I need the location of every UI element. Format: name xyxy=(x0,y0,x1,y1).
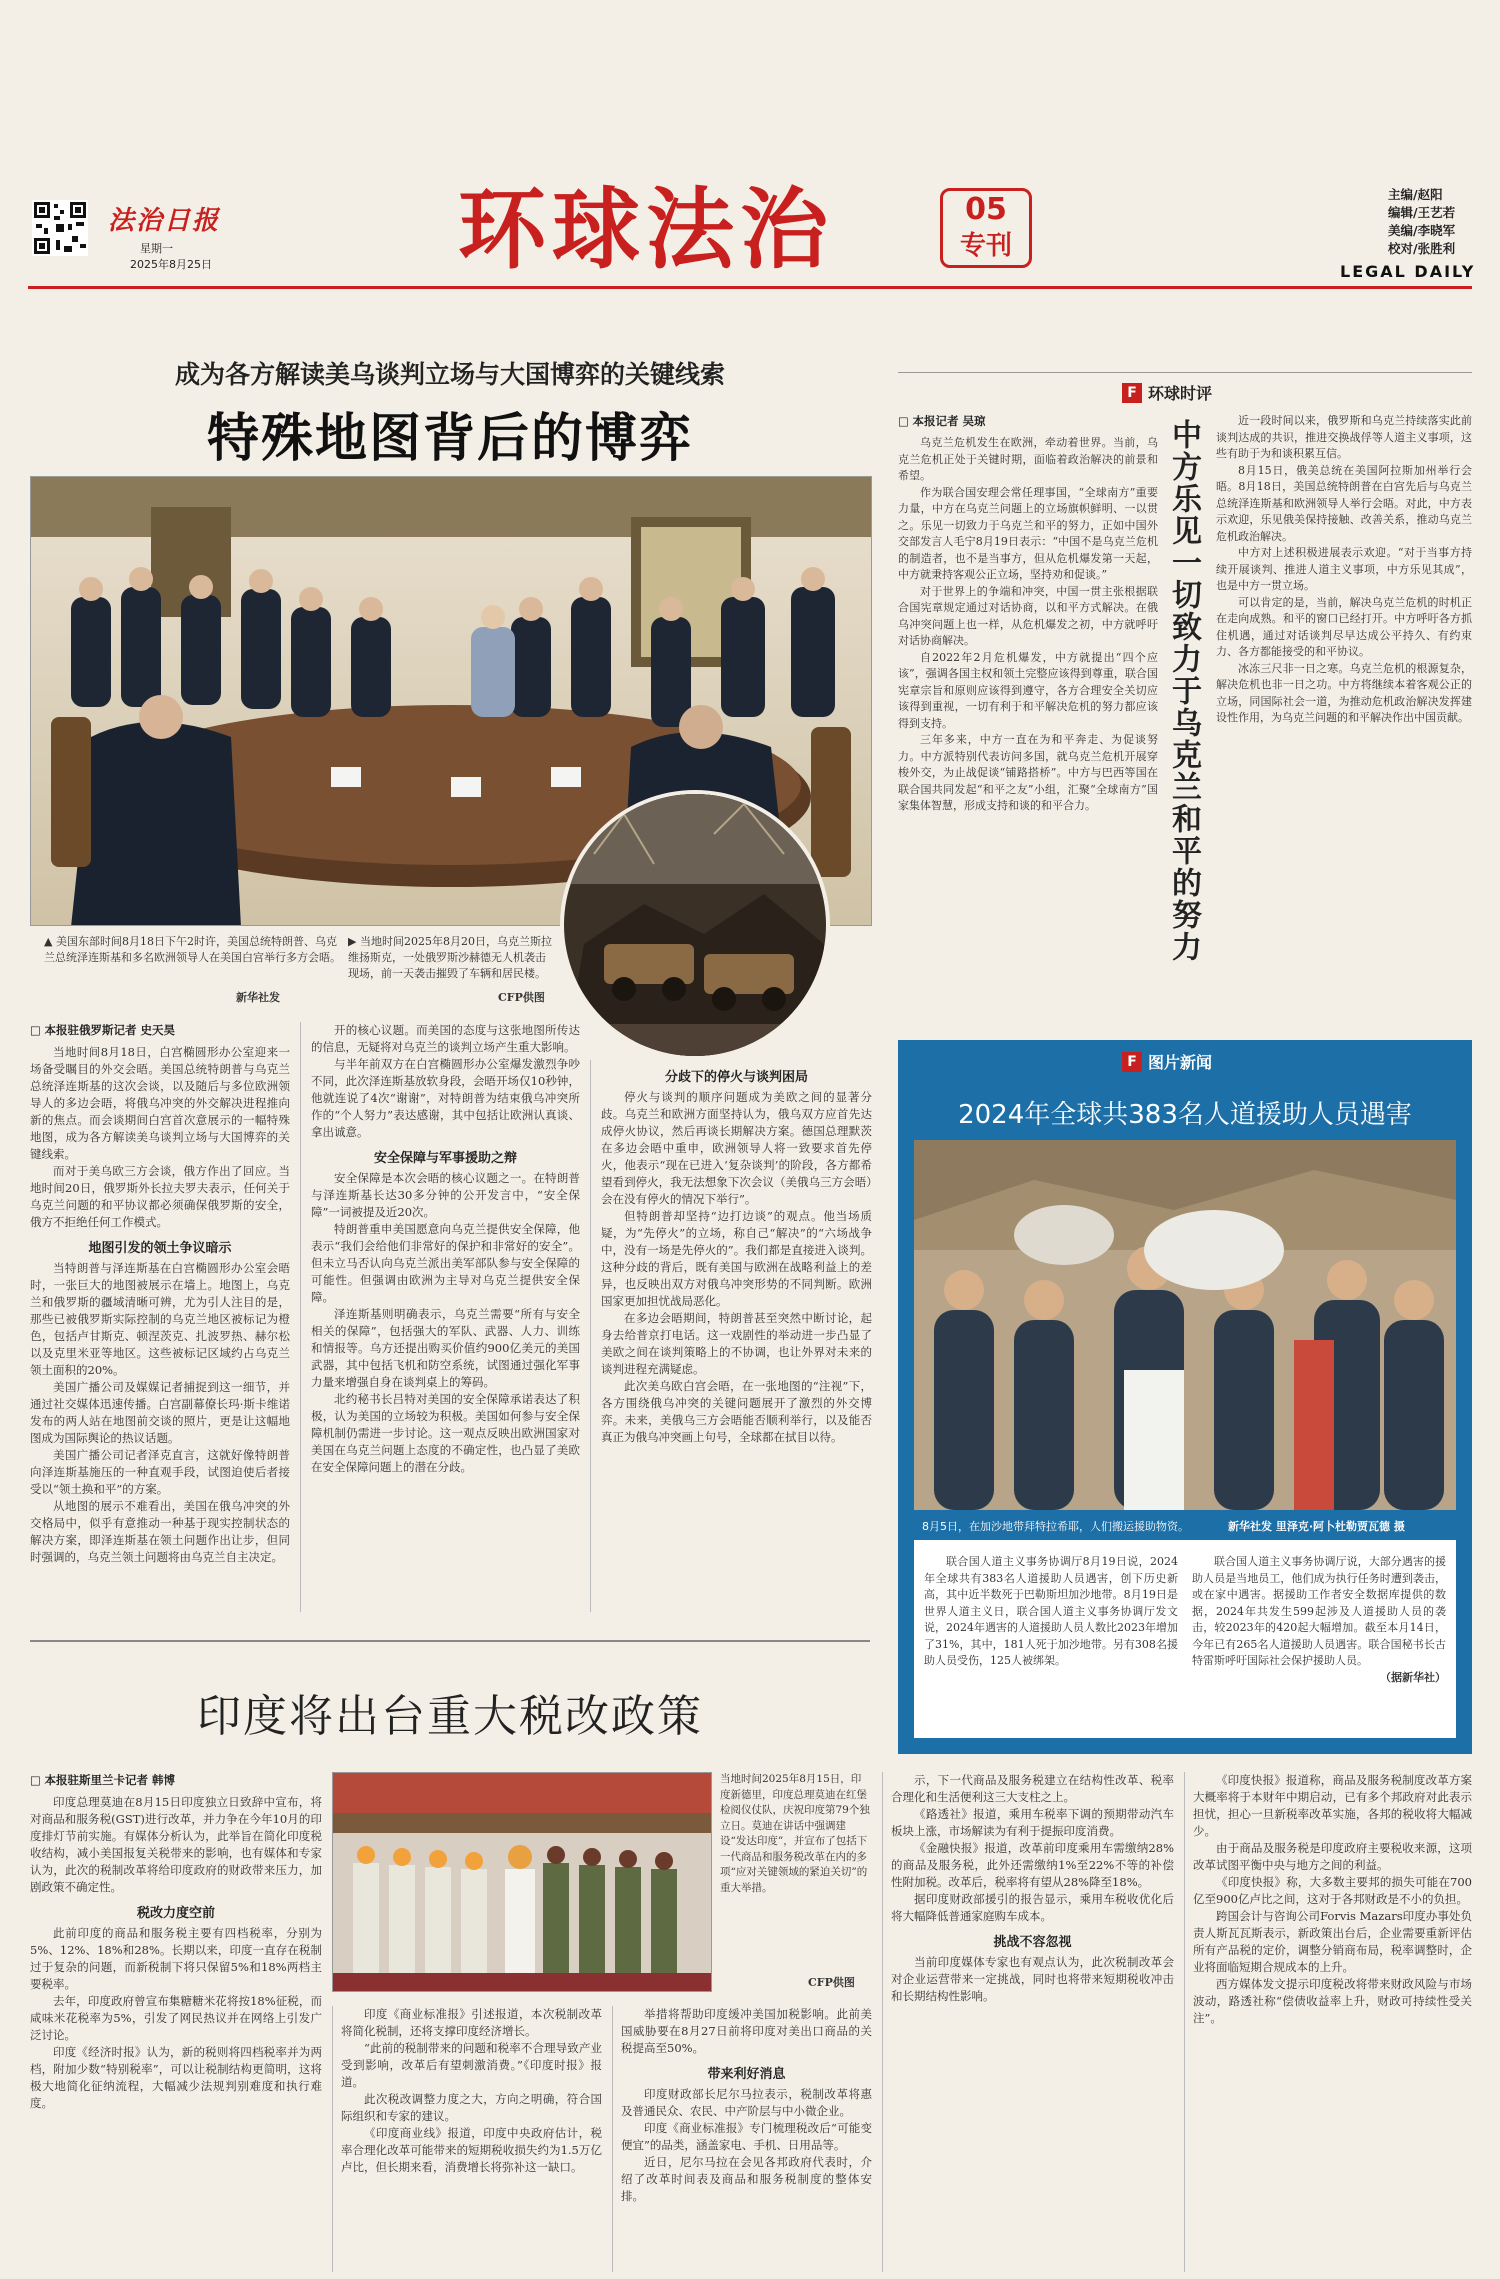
lead-col-1 xyxy=(30,1022,290,1566)
lead-subhead-1: 地图引发的领土争议暗示 xyxy=(88,1241,232,1256)
paragraph: 美国广播公司记者泽克直言，这就好像特朗普向泽连斯基施压的一种直观手段，试图迫使后者接受以“领土换和平”的方案。 xyxy=(30,1448,290,1496)
parade-photo-credit: CFP供图 xyxy=(808,1976,855,1989)
lead-subhead-2: 安全保障与军事援助之辩 xyxy=(373,1151,517,1166)
india-subhead-3: 挑战不容忽视 xyxy=(993,1935,1072,1950)
masthead-rule xyxy=(28,286,1472,289)
india-col-2 xyxy=(332,2006,602,2272)
paragraph: 但特朗普却坚持“边打边谈”的观点。他当场质疑，为“先停火”的立场，称自己“解决”的“六场战争中，没有一场是先停火的”。我们都是直接进入谈判。这种分歧的背后，既有美国与欧洲在战略利益上的差异，也反映出双方对俄乌冲突形势的不同判断。欧洲国家更加担忧战局恶化。 xyxy=(601,1209,872,1308)
paragraph: 印度财政部长尼尔马拉表示，税制改革将惠及普通民众、农民、中产阶层与中小微企业。 xyxy=(621,2087,872,2118)
photo-news-credit: 新华社发 里泽克·阿卜杜勒贾瓦德 摄 xyxy=(1228,1520,1405,1533)
paragraph: 联合国人道主义事务协调厅8月19日说，2024年全球共有383名人道援助人员遇害，创下历史新高，其中近半数死于巴勒斯坦加沙地带。8月19日是世界人道主义日，联合国人道主义事务协调厅发文说，2024年遇害的人道援助人员人数比2023年增加了31%，其中，181人死于加沙地带。另有308名援助人员受伤，125人被绑架。 xyxy=(924,1555,1178,1667)
paragraph: 8月15日，俄美总统在美国阿拉斯加州举行会晤。8月18日，美国总统特朗普在白宫先后与乌克兰总统泽连斯基和欧洲领导人举行会晤。对此，中方表示欢迎，乐见俄美保持接触、改善关系，推动乌克兰危机政治解决。 xyxy=(1216,463,1472,543)
paragraph: 此次美乌欧白宫会晤，在一张地图的“注视”下，各方围绕俄乌冲突的关键问题展开了激烈的外交博弈。未来，美俄乌三方会晤能否顺利举行，以及能否真正为俄乌冲突画上句号，全球都在拭目以待。 xyxy=(601,1379,872,1444)
india-title: 印度将出台重大税改政策 xyxy=(197,1691,703,1742)
india-rule-left xyxy=(30,1640,870,1642)
paragraph: 由于商品及服务税是印度政府主要税收来源，这项改革试图平衡中央与地方之间的利益。 xyxy=(1193,1841,1472,1872)
drone-photo-caption: ▶ 当地时间2025年8月20日，乌克兰斯拉维扬斯克，一处俄罗斯沙赫德无人机袭击现场，前一天袭击摧毁了车辆和居民楼。 xyxy=(348,935,552,980)
paragraph: 与半年前双方在白宫椭圆形办公室爆发激烈争吵不同，此次泽连斯基放软身段，会晤开场仅10秒钟，他就连说了4次“谢谢”，对特朗普为结束俄乌冲突所作的“个人努力”表达感谢，其中包括让欧洲认真谈、拿出诚意。 xyxy=(311,1057,580,1139)
lead-col-2 xyxy=(300,1022,580,1612)
commentary-col-2 xyxy=(1216,413,1472,727)
paragraph: 近一段时间以来，俄罗斯和乌克兰持续落实此前谈判达成的共识，推进交换战俘等人道主义事项，这些有助于为和谈积累互信。 xyxy=(1216,414,1472,460)
paragraph: 冰冻三尺非一日之寒。乌克兰危机的根源复杂，解决危机也非一日之功。中方将继续本着客观公正的立场，同国际社会一道，为推动危机政治解决发挥建设性作用，为乌克兰问题的和平解决作出中国贡献。 xyxy=(1216,661,1472,724)
paragraph: 示，下一代商品及服务税建立在结构性改革、税率合理化和生活便利这三大支柱之上。 xyxy=(891,1773,1174,1804)
paragraph: 当前印度媒体专家也有观点认为，此次税制改革会对企业运营带来一定挑战，同时也将带来短期税收冲击和长期结构性影响。 xyxy=(891,1955,1174,2003)
paragraph: 跨国会计与咨询公司Forvis Mazars印度办事处负责人斯瓦瓦斯表示，新政策出台后，企业需要重新评估所有产品税的定价，调整分销商布局，税率调整时，企业将面临短期合规成本的上升。 xyxy=(1193,1909,1472,1974)
paragraph: 作为联合国安理会常任理事国，“全球南方”重要力量，中方在乌克兰问题上的立场旗帜鲜明、一以贯之。乐见一切致力于乌克兰和平的努力，正如中国外交部发言人毛宁8月19日表示：“中国不是乌克兰危机的制造者，也不是当事方，但从危机爆发第一天起，中方就秉持客观公正立场，坚持劝和促谈。” xyxy=(898,485,1158,581)
section-title: 环球法治 xyxy=(458,178,835,281)
commentary-byline: □ 本报记者 吴琼 xyxy=(898,413,1158,429)
paragraph: 而对于美乌欧三方会谈，俄方作出了回应。当地时间20日，俄罗斯外长拉夫罗夫表示，任何关于乌克兰问题的和平协议都必须确保俄罗斯的安全，俄方不拒绝任何工作模式。 xyxy=(30,1164,290,1229)
paragraph: 对于世界上的争端和冲突，中国一贯主张根据联合国宪章规定通过对话协商，以和平方式解决。在俄乌冲突问题上也一样，从危机爆发之初，中方就呼吁对话协商解决。 xyxy=(898,584,1158,647)
paper-logo: 法治日报 xyxy=(108,206,221,236)
lead-subhead-3: 分歧下的停火与谈判困局 xyxy=(664,1070,808,1085)
logo-f-icon: F xyxy=(1122,1052,1142,1072)
paragraph: 可以肯定的是，当前，解决乌克兰危机的时机正在走向成熟。和平的窗口已经打开。中方呼吁各方抓住机遇，通过对话谈判尽早达成公平持久、有约束力、各方都能接受的和平协议。 xyxy=(1216,595,1472,658)
credit-editor: 编辑/王艺若 xyxy=(1388,205,1456,220)
parade-photo xyxy=(332,1772,712,1992)
photo-news-border xyxy=(898,1548,1472,1754)
photo-news-sign: （据新华社） xyxy=(1380,1670,1446,1684)
india-col-3 xyxy=(612,2006,872,2272)
lead-byline: □ 本报驻俄罗斯记者 史天昊 xyxy=(30,1022,290,1038)
paragraph: 印度《商业标准报》引述报道，本次税制改革将简化税制，还将支撑印度经济增长。 xyxy=(341,2007,602,2038)
paragraph: 乌克兰危机发生在欧洲，牵动着世界。当前，乌克兰危机正处于关键时期，面临着政治解决的前景和希望。 xyxy=(898,436,1158,482)
page-number: 05 xyxy=(965,192,1007,227)
lead-col-3 xyxy=(590,1060,872,1612)
paragraph: 此前印度的商品和服务税主要有四档税率，分别为5%、12%、18%和28%。长期以来，印度一直存在税制过于复杂的问题，而新税制下将只保留5%和18%两档主要税率。 xyxy=(30,1926,322,1991)
paragraph: 《印度商业线》报道，印度中央政府估计，税率合理化改革可能带来的短期税收损失约为1.5万亿卢比，但长期来看，消费增长将弥补这一缺口。 xyxy=(341,2126,602,2174)
photo-news-title: 2024年全球共383名人道援助人员遇害 xyxy=(958,1100,1412,1130)
paragraph: 当特朗普与泽连斯基在白宫椭圆形办公室会晤时，一张巨大的地图被展示在墙上。地图上，乌克兰和俄罗斯的疆域清晰可辨，尤为引人注目的是，那些已被俄罗斯实际控制的乌克兰地区被标记为橙色，包括卢甘斯克、顿涅茨克、扎波罗热、赫尔松以及克里米亚等地区。这些被标记区域约占乌克兰领土面积的20%。 xyxy=(30,1261,290,1377)
commentary-section-name: 环球时评 xyxy=(1148,384,1213,403)
paragraph: 当地时间8月18日，白宫椭圆形办公室迎来一场备受瞩目的外交会晤。美国总统特朗普与乌克兰总统泽连斯基的这次会谈，以及随后与多位欧洲领导人的多边会晤，将俄乌冲突的外交解决进程推向新的焦点。而会谈期间白宫首次意展示的一幅特殊地图，成为各方解读美乌谈判立场与大国博弈的关键线索。 xyxy=(30,1045,290,1161)
weekday: 星期一 xyxy=(140,242,173,255)
paragraph: 《印度快报》报道称，商品及服务税制度改革方案大概率将于本财年中期启动，已有多个邦政府对此表示担忧，担心一旦新税率改革实施，各邦的税收将大幅减少。 xyxy=(1193,1773,1472,1838)
paragraph: 三年多来，中方一直在为和平奔走、为促谈努力。中方派特别代表访问多国，就乌克兰危机开展穿梭外交，为止战促谈“铺路搭桥”。中方与巴西等国在联合国共同发起“和平之友”小组，汇聚“全球南方”国家集体智慧，形成支持和谈的和平合力。 xyxy=(898,733,1158,812)
logo-f-icon: F xyxy=(1122,383,1142,403)
photo-news-section-label xyxy=(1122,1050,1212,1073)
gaza-aid-photo xyxy=(914,1140,1456,1510)
paragraph: 《金融快报》报道，改革前印度乘用车需缴纳28%的商品及服务税，此外还需缴纳1%至22%不等的补偿性附加税。改革后，税率将有望从28%降至18%。 xyxy=(891,1841,1174,1889)
commentary-col-1 xyxy=(898,413,1158,815)
india-col-1 xyxy=(30,1772,322,2112)
paragraph: “此前的税制带来的问题和税率不合理导致产业受到影响，改革后有望刺激消费。”《印度时报》报道。 xyxy=(341,2041,602,2089)
lead-kicker: 成为各方解读美乌谈判立场与大国博弈的关键线索 xyxy=(174,360,725,389)
paragraph: 据印度财政部援引的报告显示，乘用车税收优化后将大幅降低普通家庭购车成本。 xyxy=(891,1892,1174,1923)
india-col-4 xyxy=(882,1772,1174,2272)
paragraph: 美国广播公司及媒媒记者捕捉到这一细节，并通过社交媒体迅速传播。白宫副幕僚长玛·斯卡维诺发布的两人站在地图前交谈的照片，更是让这幅地图成为国际舆论的热议话题。 xyxy=(30,1380,290,1445)
photo-news-caption: 8月5日，在加沙地带拜特拉希耶，人们搬运援助物资。 xyxy=(922,1520,1189,1533)
page-number-box xyxy=(940,188,1032,268)
paragraph: 《路透社》报道，乘用车税率下调的预期带动汽车板块上涨，市场解读为有利于提振印度消费。 xyxy=(891,1807,1174,1838)
parade-photo-caption: 当地时间2025年8月15日，印度新德里，印度总理莫迪在红堡检阅仪仗队，庆祝印度第79个独立日。莫迪在讲话中强调建设“发达印度”，并宣布了包括下一代商品和服务税改革在内的多项“应对关键领域的紧迫关切”的重大举措。 xyxy=(720,1773,870,1894)
paragraph: 西方媒体发文提示印度税改将带来财政风险与市场波动，路透社称“偿债收益率上升，财政可持续性受关注”。 xyxy=(1193,1977,1472,2025)
drone-photo-credit: CFP供图 xyxy=(498,991,545,1004)
issue-date: 2025年8月25日 xyxy=(130,258,212,271)
credit-art: 美编/李晓军 xyxy=(1388,223,1456,238)
paragraph: 北约秘书长吕特对美国的安全保障承诺表达了积极，认为美国的立场较为积极。美国如何参与安全保障机制仍需进一步讨论。这一观点反映出欧洲国家对美国在乌克兰问题上态度的不确定性，也凸显了美欧在安全保障问题上的潜在分歧。 xyxy=(311,1392,580,1474)
paragraph: 印度《商业标准报》专门梳理税改后“可能变便宜”的品类，涵盖家电、手机、日用品等。 xyxy=(621,2121,872,2152)
paragraph: 近日，尼尔马拉在会见各邦政府代表时，介绍了改革时间表及商品和服务税制度的整体安排。 xyxy=(621,2155,872,2203)
summit-photo-caption: ▲ 美国东部时间8月18日下午2时许，美国总统特朗普、乌克兰总统泽连斯基和多名欧洲领导人在美国白宫举行多方会晤。 xyxy=(44,935,341,964)
paragraph: 从地图的展示不难看出，美国在俄乌冲突的外交格局中，似乎有意推动一种基于现实控制状态的解决方案，即泽连斯基在领土问题作出让步，但同时强调的，乌克兰领土问题将由乌克兰自主决定。 xyxy=(30,1499,290,1564)
paragraph: 印度总理莫迪在8月15日印度独立日致辞中宣布，将对商品和服务税(GST)进行改革，并力争在今年10月的印度排灯节前实施。有媒体分析认为，此举旨在简化印度税收结构，减小美国报复关税带来的影响，也有媒体和专家认为，此次的税制改革将给印度政府的财政带来压力，加剧政策不确定性。 xyxy=(30,1795,322,1894)
masthead xyxy=(0,0,1500,290)
india-byline: □ 本报驻斯里兰卡记者 韩博 xyxy=(30,1772,322,1788)
credit-editor-in-chief: 主编/赵阳 xyxy=(1388,187,1443,202)
paragraph: 泽连斯基则明确表示，乌克兰需要“所有与安全相关的保障”，包括强大的军队、武器、人力、训练和情报等。乌方还提出购买价值约900亿美元的美国武器，其中包括飞机和防空系统，试图通过强化军事力量来增强自身在谈判桌上的筹码。 xyxy=(311,1307,580,1389)
paragraph: 自2022年2月危机爆发，中方就提出“四个应该”，强调各国主权和领土完整应该得到尊重，联合国宪章宗旨和原则应该得到遵守，各方合理安全关切应该得到重视，一切有利于和平解决危机的努力都应该得到支持。 xyxy=(898,650,1158,730)
paragraph: 《印度快报》称，大多数主要邦的损失可能在700亿至900亿卢比之间，这对于各邦财政是不小的负担。 xyxy=(1193,1875,1472,1906)
commentary-box xyxy=(898,372,1472,1030)
paragraph: 在多边会晤期间，特朗普甚至突然中断讨论，起身去给普京打电话。这一戏剧性的举动进一步凸显了美欧之间在谈判策略上的不协调，也让外界对未来的谈判进程充满疑虑。 xyxy=(601,1311,872,1376)
qr-code-icon xyxy=(32,200,88,256)
photo-news-section-name: 图片新闻 xyxy=(1148,1053,1213,1072)
india-subhead-1: 税改力度空前 xyxy=(136,1906,215,1921)
commentary-section-label xyxy=(1122,381,1212,404)
paragraph: 印度《经济时报》认为，新的税则将四档税率并为两档，附加少数“特别税率”，可以让税制结构更简明，这将极大地简化征纳流程，大幅减少法规判别难度和执行难度。 xyxy=(30,2045,322,2110)
paragraph: 特朗普重申美国愿意向乌克兰提供安全保障，他表示“我们会给他们非常好的保护和非常好的安全”。但未立马否认向乌克兰派出美军部队参与安全保障的可能性。但强调由欧洲为主导对乌克兰提供安全保障。 xyxy=(311,1222,580,1304)
paragraph: 此次税改调整力度之大，方向之明确，符合国际组织和专家的建议。 xyxy=(341,2092,602,2123)
photo-news-box xyxy=(898,1040,1472,1600)
paragraph: 中方对上述积极进展表示欢迎。“对于当事方持续开展谈判、推进人道主义事项，中方乐见其成”，也是中方一贯立场。 xyxy=(1216,546,1472,592)
commentary-title: 中方乐见一切致力于乌克兰和平的努力 xyxy=(1166,419,1201,963)
lead-title: 特殊地图背后的博弈 xyxy=(206,409,693,469)
paragraph: 举措将帮助印度缓冲美国加税影响。此前美国威胁要在8月27日前将印度对美出口商品的关税提高至50%。 xyxy=(621,2007,872,2055)
drone-strike-photo xyxy=(560,790,830,1060)
paragraph: 停火与谈判的顺序问题成为美欧之间的显著分歧。乌克兰和欧洲方面坚持认为，俄乌双方应首先达成停火协议，然后再谈长期解决方案。德国总理默茨在多边会晤中重申，欧洲领导人将一致要求首先停火，他表示“现在已进入‘复杂谈判’的阶段，各方都希望看到停火，我无法想象下次会议（美俄乌三方会晤）会在没有停火的情况下举行”。 xyxy=(601,1090,872,1206)
credit-proof: 校对/张胜利 xyxy=(1388,241,1456,256)
english-name: LEGAL DAILY xyxy=(1340,262,1476,281)
paragraph: 开的核心议题。而美国的态度与这张地图所传达的信息，无疑将对乌克兰的谈判立场产生重大影响。 xyxy=(311,1023,580,1054)
credits xyxy=(1388,186,1455,258)
summit-photo-credit: 新华社发 xyxy=(236,991,280,1004)
india-subhead-2: 带来利好消息 xyxy=(707,2067,786,2082)
page-type: 专刊 xyxy=(959,231,1012,261)
paragraph: 安全保障是本次会晤的核心议题之一。在特朗普与泽连斯基长达30多分钟的公开发言中，“安全保障”一词被提及近20次。 xyxy=(311,1171,580,1219)
paragraph: 联合国人道主义事务协调厅说，大部分遇害的援助人员是当地员工，他们成为执行任务时遭到袭击，或在家中遇害。据援助工作者安全数据库提供的数据，2024年共发生599起涉及人道援助人员的袭击，较2023年的420起大幅增加。截至本月14日，今年已有265名人道援助人员遇害。联合国秘书长古特雷斯呼吁国际社会保护援助人员。 xyxy=(1192,1555,1446,1667)
india-col-5 xyxy=(1184,1772,1472,2272)
paragraph: 去年，印度政府曾宣布集糖糖米花将按18%征税，而咸味米花税率为5%，引发了网民热议并在网络上引发广泛讨论。 xyxy=(30,1994,322,2042)
